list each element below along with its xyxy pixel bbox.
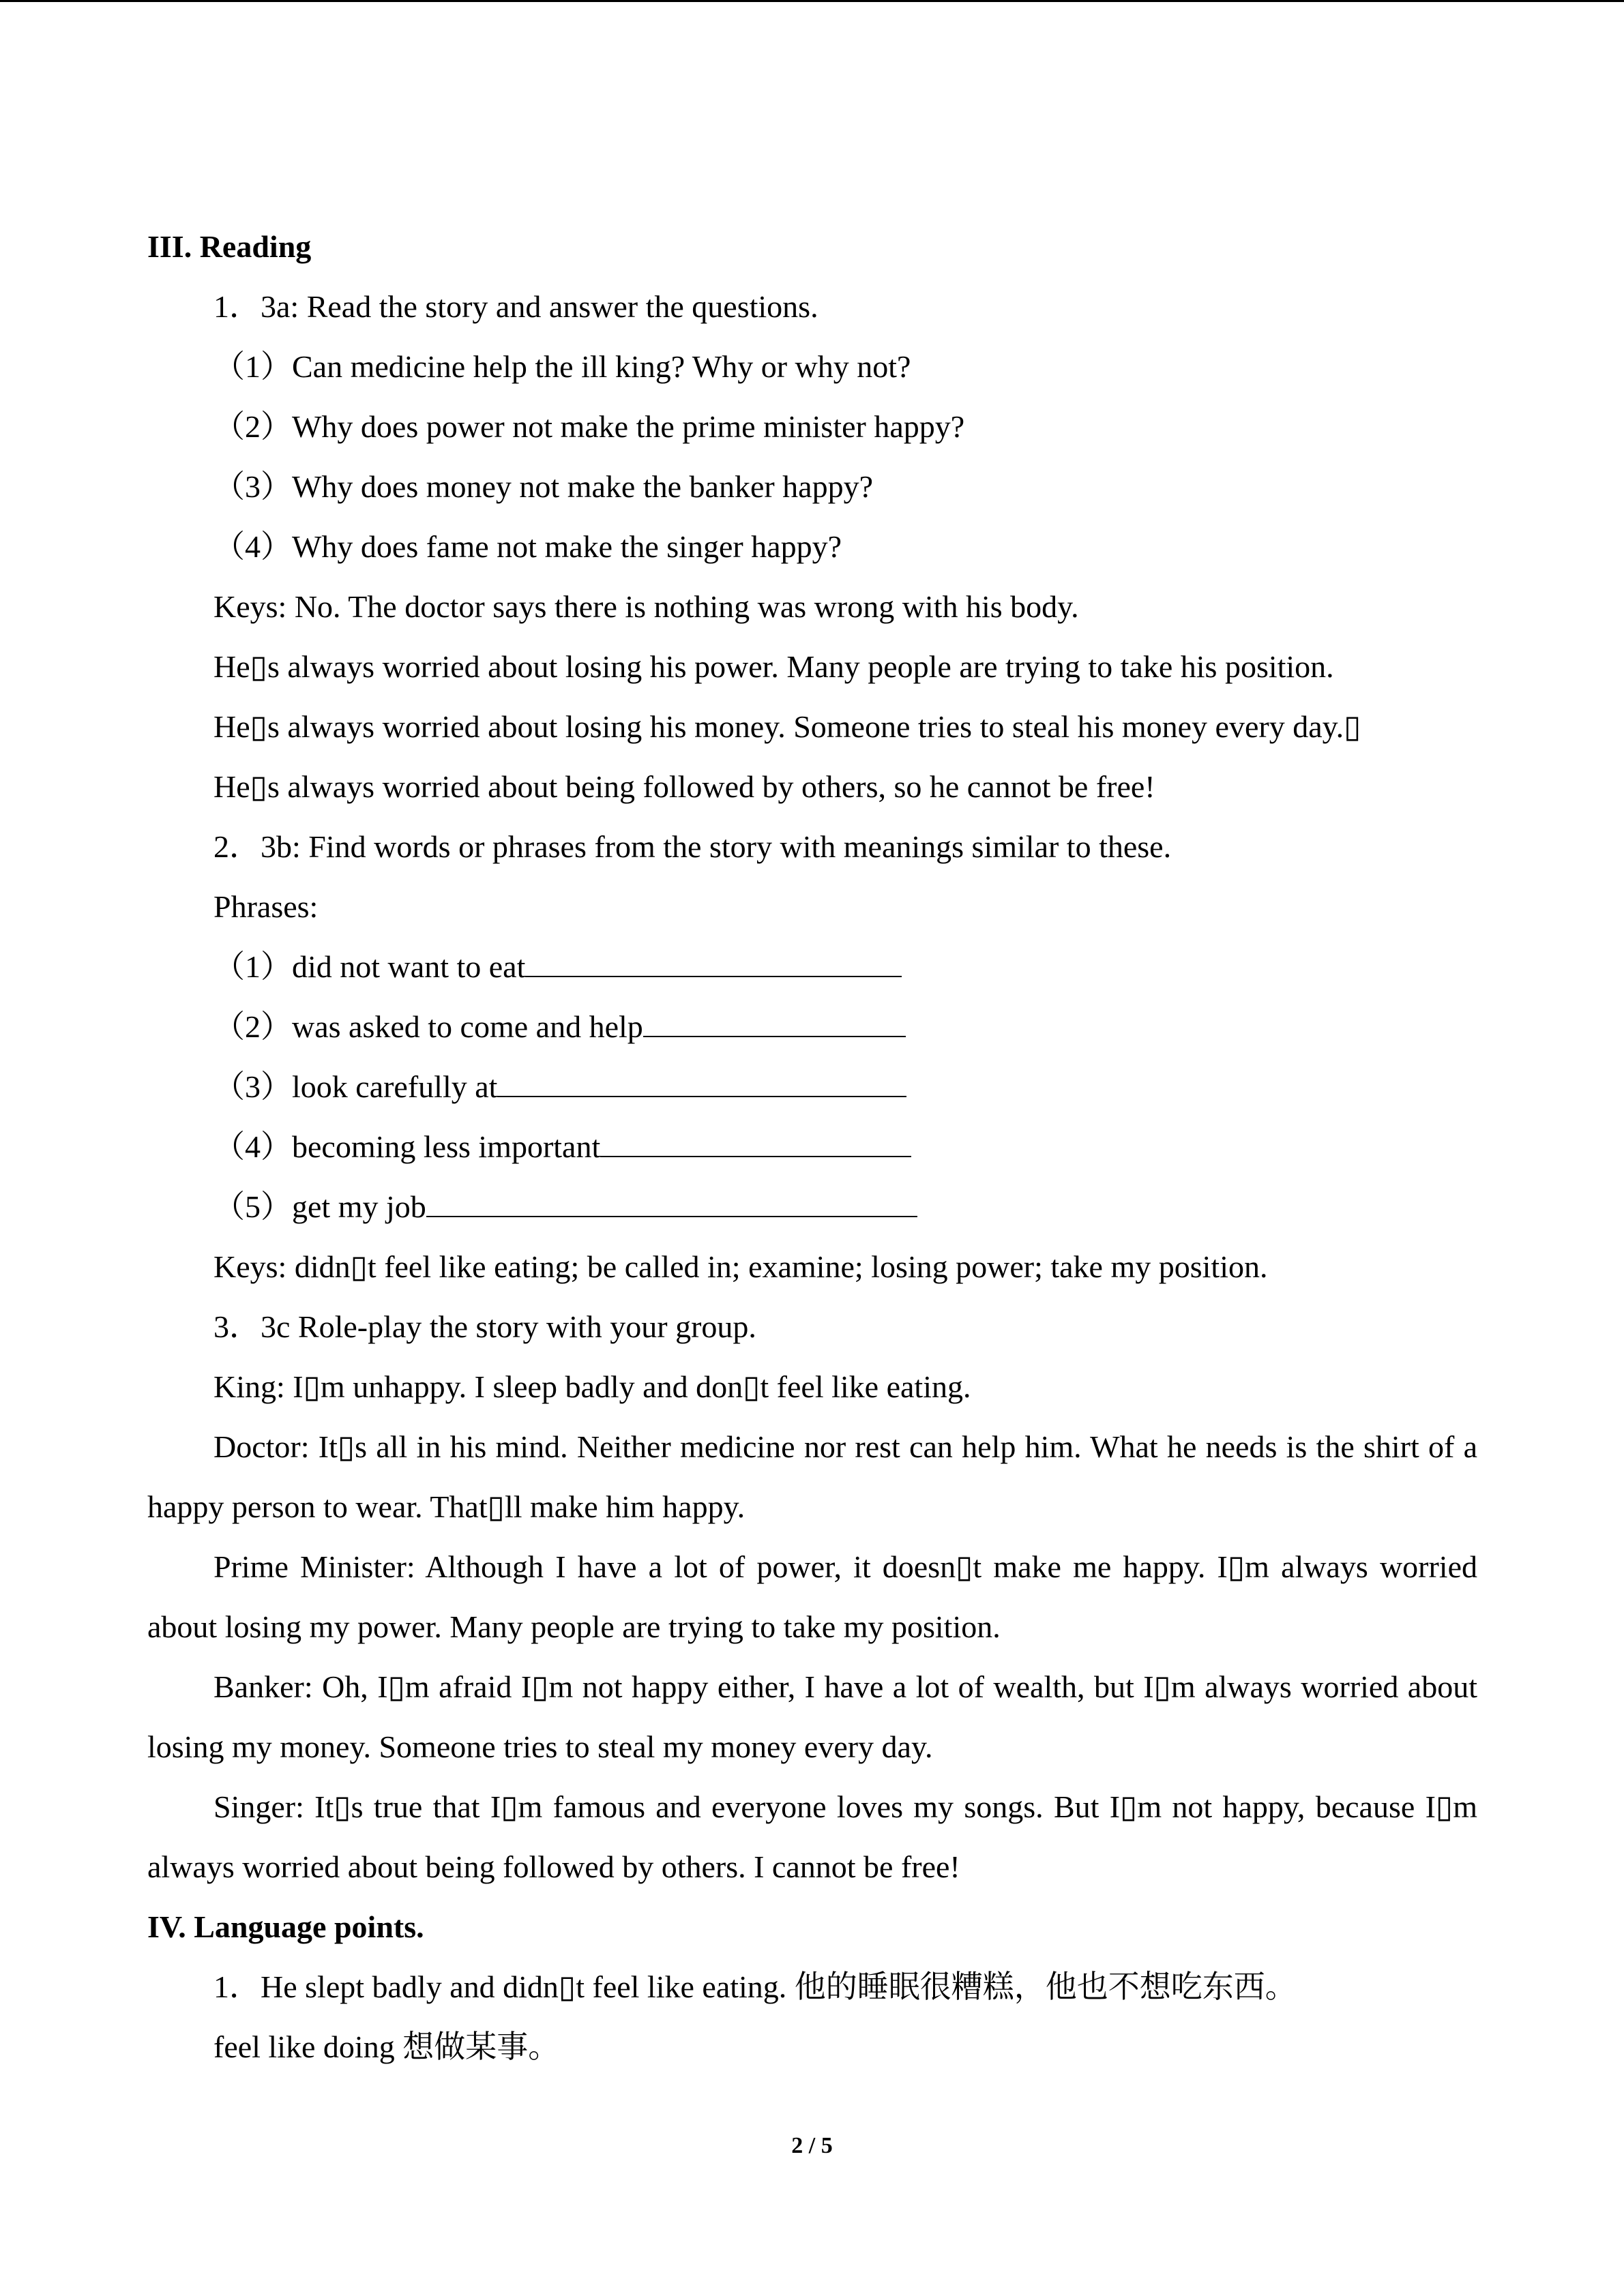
page-number: 2 / 5 xyxy=(791,2133,833,2158)
answer-key-2: He▯s always worried about losing his power. Many people are trying to take his position. xyxy=(213,649,1334,684)
phrase-item-4 xyxy=(147,1117,1477,1177)
answer-blank[interactable] xyxy=(426,1186,917,1217)
question-4: （4）Why does fame not make the singer happy? xyxy=(213,529,842,564)
question-1: （1）Can medicine help the ill king? Why or why not? xyxy=(213,349,911,384)
phrase-text: （1）did not want to eat xyxy=(213,949,526,984)
phrases-key: Keys: didn▯t feel like eating; be called in; examine; losing power; take my position. xyxy=(213,1249,1268,1284)
language-point-phrase: feel like doing 想做某事。 xyxy=(213,2029,560,2064)
phrase-text: （5）get my job xyxy=(213,1189,426,1224)
task-3a: 1．3a: Read the story and answer the questions. xyxy=(213,289,818,324)
answer-blank[interactable] xyxy=(643,1006,906,1037)
role-singer: Singer: It▯s true that I▯m famous and everyone loves my songs. But I▯m not happy, because I▯m always worried about being followed by others. I cannot be free! xyxy=(147,1789,1477,1884)
answer-key-3: He▯s always worried about losing his money. Someone tries to steal his money every day.▯ xyxy=(213,709,1361,744)
phrase-text: （4）becoming less important xyxy=(213,1129,601,1164)
role-doctor: Doctor: It▯s all in his mind. Neither medicine nor rest can help him. What he needs is the shirt of a happy person to wear. That▯ll make him happy. xyxy=(147,1429,1477,1524)
task-3c: 3．3c Role-play the story with your group. xyxy=(213,1309,756,1344)
phrase-item-3 xyxy=(147,1057,1477,1117)
role-banker: Banker: Oh, I▯m afraid I▯m not happy either, I have a lot of wealth, but I▯m always worried about losing my money. Someone tries to steal my money every day. xyxy=(147,1669,1477,1764)
section-heading-reading: III. Reading xyxy=(147,229,312,264)
phrase-text: （3）look carefully at xyxy=(213,1069,498,1104)
language-point-1: 1．He slept badly and didn▯t feel like eating. 他的睡眠很糟糕，他也不想吃东西。 xyxy=(213,1969,1297,2004)
top-border xyxy=(0,0,1624,2)
phrase-item-1 xyxy=(147,937,1477,997)
role-prime-minister: Prime Minister: Although I have a lot of power, it doesn▯t make me happy. I▯m always worried about losing my power. Many people are trying to take my position. xyxy=(147,1549,1477,1644)
answer-key-4: He▯s always worried about being followed by others, so he cannot be free! xyxy=(213,769,1155,804)
role-king: King: I▯m unhappy. I sleep badly and don▯t feel like eating. xyxy=(213,1369,971,1404)
answer-blank[interactable] xyxy=(600,1126,911,1157)
phrases-label: Phrases: xyxy=(213,889,319,924)
question-3: （3）Why does money not make the banker happy? xyxy=(213,469,874,504)
section-heading-language-points: IV. Language points. xyxy=(147,1909,424,1944)
question-2: （2）Why does power not make the prime minister happy? xyxy=(213,409,965,444)
phrase-item-5 xyxy=(147,1177,1477,1237)
task-3b: 2．3b: Find words or phrases from the story with meanings similar to these. xyxy=(213,829,1172,864)
phrase-text: （2）was asked to come and help xyxy=(213,1009,643,1044)
answer-blank[interactable] xyxy=(497,1066,906,1097)
answer-blank[interactable] xyxy=(525,946,902,977)
document-body xyxy=(147,217,1477,2077)
answer-key-1: Keys: No. The doctor says there is nothing was wrong with his body. xyxy=(213,589,1079,624)
phrase-item-2 xyxy=(147,997,1477,1057)
